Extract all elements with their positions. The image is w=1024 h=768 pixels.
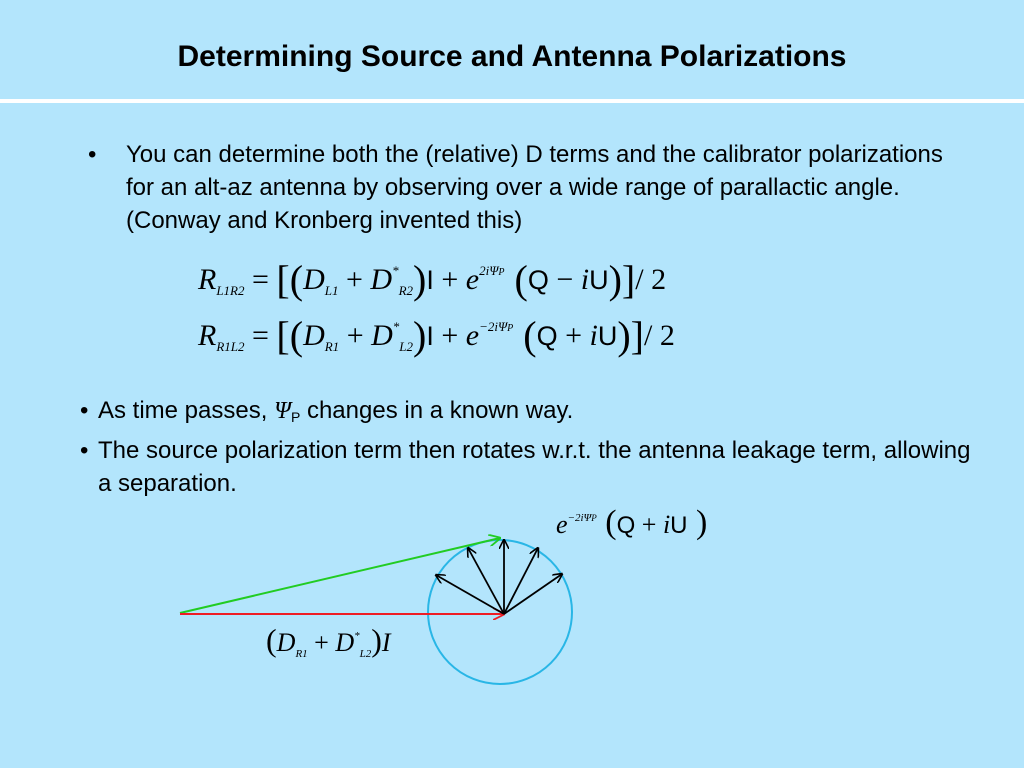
source-term-label (556, 504, 707, 542)
bullet-time-text-post: changes in a known way. (300, 397, 574, 424)
eq1-u: U (589, 265, 609, 295)
source-vector-green (180, 538, 500, 613)
lbl-e: e (556, 510, 568, 539)
eq2-q-close: )] (617, 313, 644, 358)
lbl2-d2-sup: * (354, 630, 360, 642)
lbl-open: ( (596, 504, 617, 541)
psi-subscript: P (290, 409, 301, 425)
eq1-d1-sub: L1 (324, 283, 339, 298)
eq1-d2-sub: R2 (398, 283, 414, 298)
eq2-exp: −2iΨ (479, 319, 508, 334)
eq2-q: Q (536, 321, 558, 351)
eq1-exp-sub: P (498, 267, 505, 278)
bullet-time-text-pre: As time passes, (98, 397, 275, 424)
eq1-d2-sup: * (392, 263, 399, 278)
lbl-u: U (670, 512, 688, 539)
lbl-exp-sub: P (591, 513, 597, 523)
lbl2-d2-sub: L2 (359, 648, 372, 660)
eq2-d1: D (303, 319, 325, 352)
eq2-equals: = (244, 319, 277, 352)
lbl2-close: ) (371, 622, 382, 658)
eq2-d1-sub: R1 (324, 339, 340, 354)
eq1-plus2: + (433, 263, 466, 296)
slide-title: Determining Source and Antenna Polarizations (177, 40, 847, 73)
eq2-d2-sup: * (392, 319, 400, 334)
eq2-e: e (465, 319, 480, 352)
eq1-lhs-sub: L1R2 (216, 283, 245, 298)
eq2-exp-sub: P (507, 323, 514, 334)
bullet-rotation-text: The source polarization term then rotates w.r.t. the antenna leakage term, allowing a separation. (98, 437, 971, 497)
psi-symbol: Ψ (274, 398, 291, 424)
lbl-op: + (635, 510, 663, 539)
eq1-stokes-i: I (426, 265, 434, 295)
lbl2-d2: D (335, 628, 355, 657)
eq1-plus: + (338, 263, 371, 296)
eq1-div: / 2 (635, 263, 667, 296)
eq2-plus: + (339, 319, 372, 352)
eq2-op: + (557, 319, 590, 352)
eq2-stokes-i: I (426, 321, 434, 351)
eq1-q-close: )] (608, 257, 636, 302)
bullet-dot: • (80, 437, 89, 464)
eq1-exp: 2iΨ (479, 263, 499, 278)
lbl2-i: I (381, 628, 391, 657)
eq1-op: − (548, 263, 581, 296)
eq1-d2: D (370, 263, 393, 296)
eq1-close-paren: ) (413, 257, 427, 302)
lbl-close: ) (687, 504, 708, 541)
eq1-i: i (580, 263, 590, 296)
eq2-lhs-sub: R1L2 (216, 339, 245, 354)
bullet-dterms-text: You can determine both the (relative) D terms and the calibrator polarizations for an alt-az antenna by observing over a wide range of parallactic angle. (Conway and Kronberg invented this) (126, 141, 943, 234)
lbl2-d1-sub: R1 (295, 648, 308, 660)
eq2-div: / 2 (644, 319, 675, 352)
eq1-lhs: R (198, 263, 217, 296)
leakage-term-label (266, 622, 391, 660)
eq1-open: [( (276, 257, 304, 302)
rotating-vector (504, 548, 538, 614)
bullet-dot: • (80, 397, 89, 424)
eq2-close-paren: ) (413, 313, 427, 358)
lbl2-d1: D (276, 628, 296, 657)
lbl-exp: −2iΨ (567, 512, 592, 524)
eq2-open: [( (276, 313, 304, 358)
eq1-equals: = (244, 263, 277, 296)
bullet-dot: • (88, 141, 97, 168)
lbl2-open: ( (266, 622, 277, 658)
lbl-i: i (662, 510, 671, 539)
eq1-e: e (465, 263, 480, 296)
eq2-q-open: ( (513, 313, 537, 358)
eq2-d2: D (371, 319, 393, 352)
eq2-plus2: + (433, 319, 466, 352)
rotating-vector (504, 574, 562, 614)
lbl-q: Q (616, 512, 636, 539)
eq1-d1: D (303, 263, 325, 296)
lbl2-plus: + (307, 628, 336, 657)
eq2-lhs: R (198, 319, 217, 352)
eq2-i: i (589, 319, 598, 352)
eq2-u: U (597, 321, 618, 351)
eq1-q-open: ( (504, 257, 528, 302)
eq1-q: Q (527, 265, 549, 295)
eq2-d2-sub: L2 (399, 339, 414, 354)
